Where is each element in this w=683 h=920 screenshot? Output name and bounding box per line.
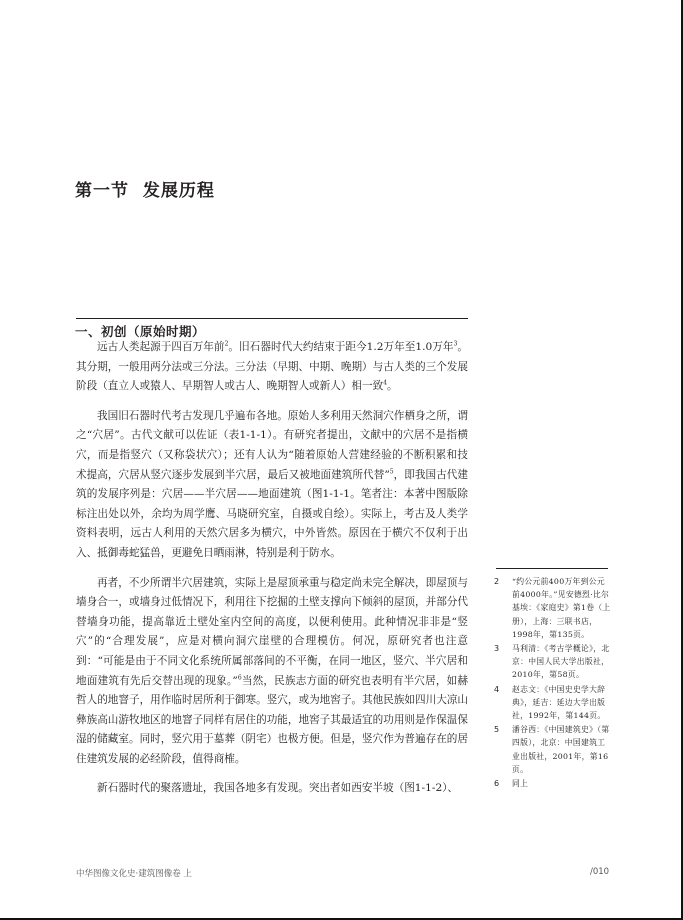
note-item bbox=[494, 575, 612, 641]
side-notes bbox=[494, 575, 612, 791]
paragraph-1 bbox=[76, 338, 468, 397]
note-item bbox=[494, 777, 612, 790]
footnote-ref[interactable]: 4 bbox=[383, 379, 388, 387]
paragraph-text: 。其分期，一般用两分法或三分法。三分法（早期、中期、晚期）与古人类的三个发展阶段（直立人或猿人、早期智人或古人、晚期智人或新人）相一致 bbox=[76, 341, 469, 393]
paragraph-4 bbox=[76, 779, 468, 799]
note-text: “约公元前400万年到公元前4000年。”见安德烈·比尔基埃：《家庭史》第1卷（上册），上海：三联书店，1998年，第135页。 bbox=[512, 577, 611, 639]
note-text: 马利清：《考古学概论》，北京：中国人民大学出版社，2010年，第58页。 bbox=[512, 644, 610, 680]
paragraph-text: 新石器时代的聚落遗址，我国各地多有发现。突出者如西安半坡（图1-1-2）、 bbox=[97, 782, 459, 795]
note-item bbox=[494, 683, 612, 723]
section-rule bbox=[76, 318, 468, 319]
paragraph-text: 远古人类起源于四百万年前 bbox=[97, 341, 225, 353]
paragraph-2 bbox=[76, 407, 468, 564]
paragraph-text: 当然，民族志方面的研究也表明有半穴居，如赫哲人的地窨子，用作临时居所利于御寒。竖穴，或为地窖子。其他民族如四川大凉山彝族高山游牧地区的地窨子同样有居住的功能，地窖子其最适宜的功用则是作保温保湿的储藏室。同时，竖穴用于墓葬（阴宅）也极方便。但是，竖穴作为普遍存在的居住建筑发展的必经阶段，值得商榷。 bbox=[76, 674, 468, 765]
paragraph-text: 再者，不少所谓半穴居建筑，实际上是屋顶承重与稳定尚未完全解决，即屋顶与墙身合一，或墙身过低情况下，利用往下挖掘的土壁支撑向下倾斜的屋顶，并部分代替墙身功能，提高靠近土壁处室内空间的高度，以便利使用。此种情况非非是“竖穴”的“合理发展”，应是对横向洞穴崖壁的合理模仿。何况，原研究者也注意到：“可能是由于不同文化系统所属部落间的不平衡，在同一地区，竖穴、半穴居和地面建筑有先后交替出现的现象。” bbox=[76, 576, 468, 687]
note-text: 潘谷西：《中国建筑史》（第四版），北京：中国建筑工业出版社，2001年，第16页。 bbox=[512, 725, 610, 774]
paragraph-text: ，即我国古代建筑的发展序列是：穴居——半穴居——地面建筑（图1-1-1。笔者注：本著中图版除标注出处以外，余均为周学鹰、马晓研究室，自摄或自绘）。实际上，考古及人类学资料表明，远古人利用的天然穴居多为横穴，中外皆然。原因在于横穴不仅利于出入、抵御毒蛇猛兽，更避免日晒雨淋，特别是利于防水。 bbox=[76, 468, 469, 559]
body-text bbox=[76, 338, 468, 799]
paragraph-text: 我国旧石器时代考古发现几乎遍布各地。原始人多利用天然洞穴作栖身之所，谓之“穴居”。古代文献可以佐证（表1-1-1）。有研究者提出，文献中的穴居不是指横穴，而是指竖穴（又称袋状穴）；还有人认为“随着原始人营建经验的不断积累和技术提高，穴居从竖穴逐步发展到半穴居，最后又被地面建筑所代替” bbox=[76, 409, 468, 481]
note-text: 赵志文：《中国史史学大辞典》，延吉：延边大学出版社，1992年，第144页。 bbox=[512, 684, 606, 721]
paragraph-3 bbox=[76, 574, 468, 770]
note-number: 4 bbox=[494, 684, 500, 694]
note-number: 3 bbox=[494, 644, 500, 654]
footnote-ref[interactable]: 5 bbox=[389, 468, 394, 476]
note-number: 6 bbox=[494, 779, 500, 789]
note-number: 2 bbox=[494, 577, 500, 586]
note-text: 同上 bbox=[512, 779, 529, 789]
paragraph-text: 。旧石器时代大约结束于距今1.2万年至1.0万年 bbox=[228, 341, 454, 353]
footnote-ref[interactable]: 3 bbox=[453, 340, 458, 348]
chapter-title: 第一节 发展历程 bbox=[75, 181, 215, 201]
note-item bbox=[494, 642, 612, 682]
note-item bbox=[494, 723, 612, 776]
section-heading: 一、初创（原始时期） bbox=[75, 324, 206, 339]
footnote-ref[interactable]: 6 bbox=[237, 673, 242, 681]
footnote-ref[interactable]: 2 bbox=[224, 340, 229, 348]
note-number: 5 bbox=[494, 725, 500, 735]
paragraph-text: 。 bbox=[387, 380, 398, 393]
footer-page-number: /010 bbox=[590, 867, 610, 877]
notes-rule bbox=[496, 568, 608, 569]
footer-book-title: 中华图像文化史·建筑图像卷 上 bbox=[76, 869, 192, 879]
